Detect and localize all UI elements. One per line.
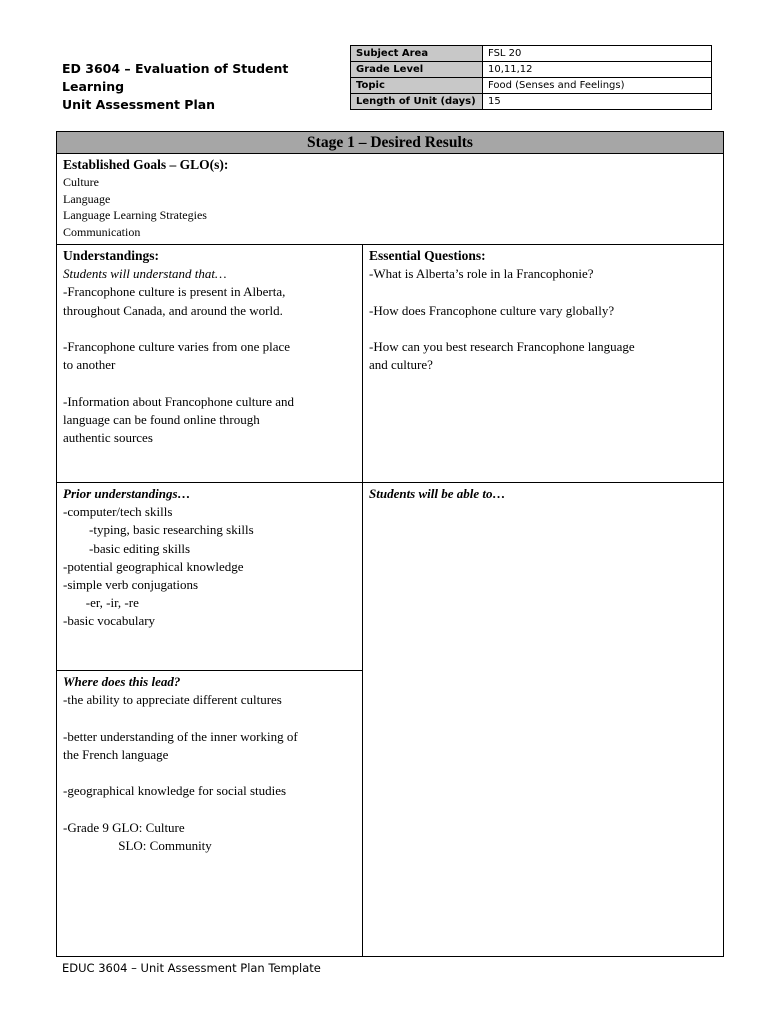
text-line: to another <box>63 357 116 373</box>
info-row <box>351 46 712 62</box>
text-line: -basic vocabulary <box>63 613 156 629</box>
essential-questions-heading: Essential Questions: <box>369 248 486 263</box>
understandings-heading: Understandings: <box>63 248 160 263</box>
where-does-this-lead-cell <box>57 671 362 956</box>
document-title-line1: ED 3604 – Evaluation of Student Learning <box>62 61 289 94</box>
info-value: Food (Senses and Feelings) <box>483 78 712 94</box>
text-line: -How does Francophone culture vary globally? <box>369 302 615 318</box>
text-line: SLO: Community <box>63 837 212 853</box>
stage1-table <box>56 131 724 957</box>
text-line: -basic editing skills <box>63 540 191 556</box>
goal-item: Language Learning Strategies <box>63 208 207 223</box>
text-line: and culture? <box>369 357 433 373</box>
info-value: 15 <box>483 94 712 110</box>
text-line: language can be found online through <box>63 411 260 427</box>
info-row <box>351 78 712 94</box>
text-line <box>63 800 362 818</box>
goals-cell <box>57 154 723 244</box>
info-label: Topic <box>351 78 483 94</box>
where-does-this-lead-text <box>63 691 362 855</box>
prior-understandings-text <box>63 503 362 630</box>
text-line <box>369 320 723 338</box>
text-line <box>63 709 362 727</box>
essential-questions-text <box>369 265 723 374</box>
text-line <box>63 374 362 392</box>
text-line: authentic sources <box>63 430 153 445</box>
text-line: throughout Canada, and around the world. <box>63 302 283 318</box>
text-line: -How can you best research Francophone language <box>369 338 635 354</box>
info-label: Grade Level <box>351 62 483 78</box>
text-line: -typing, basic researching skills <box>63 522 254 538</box>
unit-info-table <box>350 45 712 110</box>
info-row <box>351 62 712 78</box>
text-line: -better understanding of the inner working of <box>63 728 298 744</box>
essential-questions-cell <box>363 245 723 482</box>
text-line <box>63 764 362 782</box>
stage1-heading: Stage 1 – Desired Results <box>57 132 723 154</box>
understandings-text <box>63 283 362 447</box>
goal-item: Communication <box>63 224 141 239</box>
prior-understandings-cell <box>57 483 362 670</box>
document-title <box>62 60 342 114</box>
info-label: Subject Area <box>351 46 483 62</box>
text-line: -What is Alberta’s role in la Francophonie? <box>369 266 594 282</box>
prior-understandings-heading: Prior understandings… <box>63 486 191 501</box>
goal-item: Language <box>63 191 111 206</box>
text-line: -geographical knowledge for social studies <box>63 783 287 799</box>
document-title-line2: Unit Assessment Plan <box>62 97 216 112</box>
text-line: -computer/tech skills <box>63 504 173 520</box>
text-line: the French language <box>63 746 169 762</box>
info-value: 10,11,12 <box>483 62 712 78</box>
text-line: -potential geographical knowledge <box>63 558 244 574</box>
text-line: -simple verb conjugations <box>63 577 199 593</box>
students-able-to-heading: Students will be able to… <box>369 486 506 501</box>
text-line: -the ability to appreciate different cultures <box>63 692 282 708</box>
students-able-to-cell <box>363 483 723 956</box>
goals-heading: Established Goals – GLO(s): <box>63 157 229 172</box>
where-does-this-lead-heading: Where does this lead? <box>63 674 181 689</box>
goal-item: Culture <box>63 175 99 190</box>
info-label: Length of Unit (days) <box>351 94 483 110</box>
info-row <box>351 94 712 110</box>
text-line: -er, -ir, -re <box>63 595 139 611</box>
text-line: -Grade 9 GLO: Culture <box>63 819 185 835</box>
goals-list <box>63 174 723 240</box>
page-footer: EDUC 3604 – Unit Assessment Plan Template <box>62 961 321 975</box>
text-line <box>369 283 723 301</box>
text-line <box>63 320 362 338</box>
text-line: -Francophone culture is present in Alberta, <box>63 284 286 300</box>
text-line: -Information about Francophone culture and <box>63 393 295 409</box>
text-line: -Francophone culture varies from one place <box>63 339 291 354</box>
understandings-subheading: Students will understand that… <box>63 266 227 282</box>
info-value: FSL 20 <box>483 46 712 62</box>
understandings-cell <box>57 245 362 482</box>
